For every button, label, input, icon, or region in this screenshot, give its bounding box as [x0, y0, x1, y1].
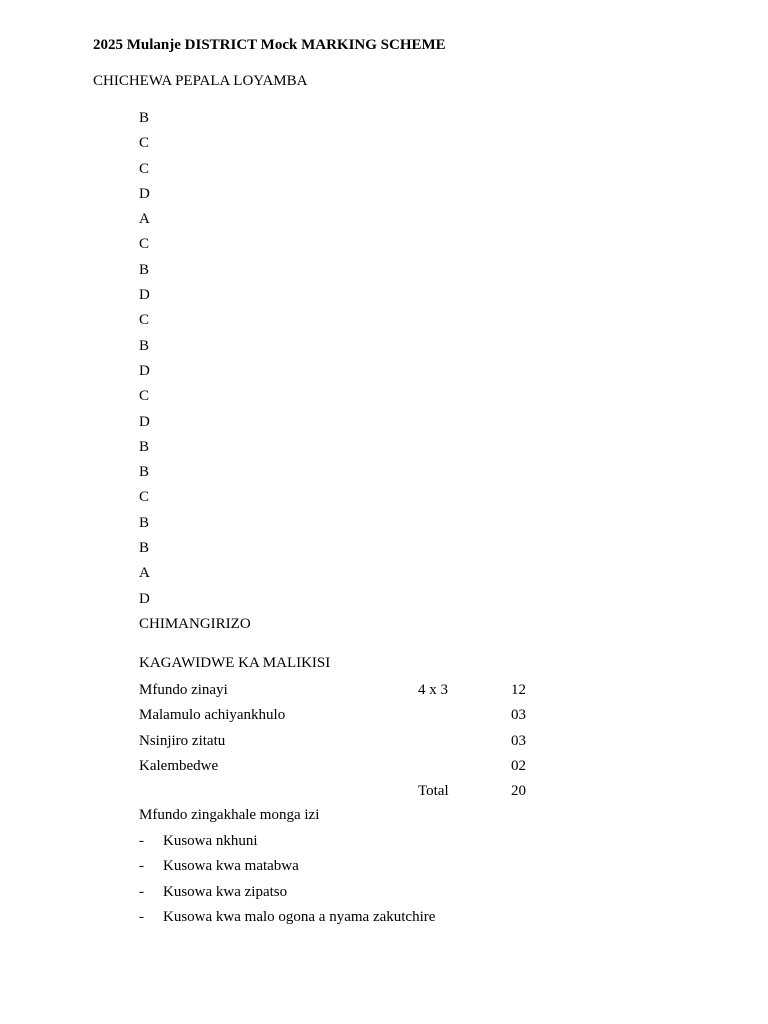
- list-item: [0, 133, 400, 158]
- page-title: 2025 Mulanje DISTRICT Mock MARKING SCHEME: [93, 37, 446, 53]
- answer-value: B: [139, 261, 150, 278]
- marks-calc: Total: [418, 783, 449, 800]
- marks-score: 03: [511, 707, 526, 724]
- list-item: [0, 487, 400, 512]
- answer-value: C: [139, 135, 150, 152]
- answer-value: C: [139, 388, 150, 405]
- marks-calc: 4 x 3: [418, 682, 448, 698]
- list-item: [0, 310, 400, 335]
- points-heading: Mfundo zingakhale monga izi: [139, 807, 320, 823]
- list-item: [0, 386, 400, 411]
- list-item: [0, 336, 400, 361]
- answer-list: [0, 108, 400, 639]
- answer-value: B: [139, 337, 150, 354]
- marks-table: [139, 680, 559, 806]
- list-item: [0, 589, 400, 614]
- answer-value: C: [139, 312, 150, 329]
- bullet-dash: -: [139, 833, 144, 849]
- list-item: [0, 437, 400, 462]
- list-item: [0, 614, 400, 639]
- list-item: [139, 907, 559, 932]
- answer-value: D: [139, 590, 150, 607]
- table-row: [139, 781, 559, 806]
- list-item: [0, 538, 400, 563]
- list-item: [0, 513, 400, 538]
- answer-value: B: [139, 110, 150, 126]
- answer-value: C: [139, 489, 150, 506]
- point-text: Kusowa kwa matabwa: [163, 858, 299, 875]
- point-text: Kusowa kwa malo ogona a nyama zakutchire: [163, 908, 436, 925]
- answer-value: C: [139, 160, 150, 177]
- list-item: [0, 209, 400, 234]
- list-item: [0, 285, 400, 310]
- list-item: [0, 462, 400, 487]
- bullet-dash: -: [139, 883, 144, 900]
- points-list: [139, 831, 559, 932]
- table-row: [139, 731, 559, 756]
- table-row: [139, 705, 559, 730]
- marks-score: 02: [511, 757, 526, 774]
- list-item: [139, 831, 559, 856]
- point-text: Kusowa nkhuni: [163, 833, 258, 849]
- list-item: [139, 856, 559, 881]
- bullet-dash: -: [139, 908, 144, 925]
- list-item: [0, 260, 400, 285]
- answer-value: D: [139, 185, 150, 202]
- answer-value: C: [139, 236, 150, 253]
- marks-score: 03: [511, 732, 526, 749]
- list-item: [0, 108, 400, 133]
- marks-label: Malamulo achiyankhulo: [139, 707, 286, 724]
- answer-value: D: [139, 413, 150, 430]
- bullet-dash: -: [139, 858, 144, 875]
- marks-label: Kalembedwe: [139, 757, 219, 774]
- answer-value: B: [139, 540, 150, 557]
- list-item: [0, 361, 400, 386]
- table-row: [139, 680, 559, 705]
- list-item: [0, 159, 400, 184]
- answer-value: A: [139, 565, 150, 582]
- answer-value: CHIMANGIRIZO: [139, 615, 251, 632]
- list-item: [0, 234, 400, 259]
- answer-value: A: [139, 211, 150, 228]
- answer-value: D: [139, 362, 150, 379]
- marks-label: Mfundo zinayi: [139, 682, 228, 698]
- answer-value: B: [139, 438, 150, 455]
- marks-score: 20: [511, 783, 526, 800]
- answer-value: B: [139, 464, 150, 481]
- list-item: [0, 412, 400, 437]
- point-text: Kusowa kwa zipatso: [163, 883, 288, 900]
- table-row: [139, 756, 559, 781]
- marks-label: Nsinjiro zitatu: [139, 732, 226, 749]
- answer-value: B: [139, 514, 150, 531]
- list-item: [0, 563, 400, 588]
- list-item: [0, 184, 400, 209]
- marks-score: 12: [511, 682, 526, 698]
- paper-subtitle: CHICHEWA PEPALA LOYAMBA: [93, 73, 308, 89]
- list-item: [139, 882, 559, 907]
- answer-value: D: [139, 287, 150, 304]
- marks-heading: KAGAWIDWE KA MALIKISI: [139, 655, 331, 671]
